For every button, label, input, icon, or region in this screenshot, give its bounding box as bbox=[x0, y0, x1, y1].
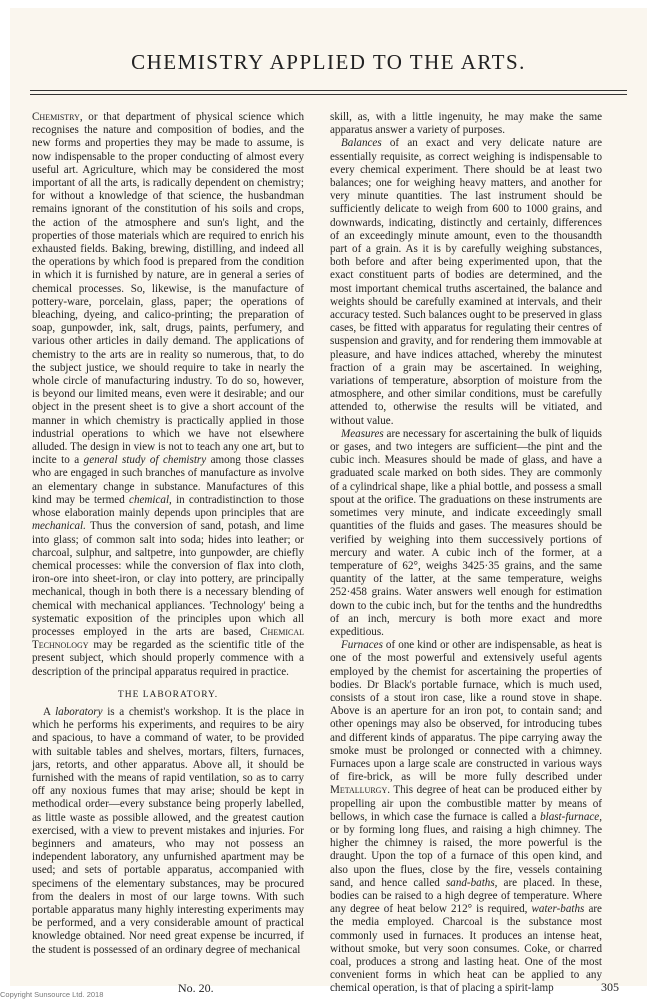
emphasis: mechanical. bbox=[32, 520, 86, 533]
emphasis: chemical, bbox=[129, 493, 172, 506]
intro-word: Chemistry, bbox=[32, 111, 83, 123]
emphasis: Balances bbox=[341, 137, 382, 150]
text-run: are placed. In these, bodies can be raised to a high degree of temperature. Where any degree of heat below 212° is required, bbox=[330, 876, 602, 916]
paragraph-balances bbox=[330, 137, 602, 427]
paragraph-laboratory bbox=[32, 706, 304, 957]
text-run: or that department of physical science which recognises the nature and composition of bodies, and the new forms and properties they may be made to assume, is now indispensable to the proper conducting of almost every useful art. Agriculture, which may be considered the most important of all the arts, is radically dependent on chemistry; for without a knowledge of that science, the husbandman remains ignorant of the constitution of his soils and crops, the action of the atmosphere and sun's light, and the properties of those materials which are required to enrich his exhausted fields. Baking, brewing, distilling, and indeed all the operations by which food is prepared from the condition in which it is furnished by nature, are in general a series of chemical processes. So, likewise, is the manufacture of pottery-ware, porcelain, glass, paper; the operations of bleaching, dyeing, and calico-printing; the preparation of soap, gunpowder, ink, salt, drugs, paints, perfumery, and various other articles in daily demand. The applications of chemistry to the arts are in reality so numerous, that, to do the subject justice, we should require to take in nearly the whole circle of manufacturing industry. To do so, however, is beyond our limited means, even were it desirable; and our object in the present sheet is to give a short account of the manner in which chemistry is practically applied in those industrial operations to which we have not elsewhere alluded. The design in view is not to teach any one art, but to incite to a bbox=[32, 111, 304, 467]
emphasis: sand-baths, bbox=[445, 876, 498, 889]
text-run: among those classes who are engaged in such branches of manufacture as involve an elementary change in substance. Manufactures of this kind may be termed bbox=[32, 454, 304, 506]
small-caps: Metallurgy. bbox=[330, 784, 390, 797]
small-caps: Chemical Technology bbox=[32, 625, 304, 652]
emphasis: blast-furnace, bbox=[540, 810, 602, 823]
text-run: A bbox=[43, 705, 56, 718]
text-run: of one kind or other are indispensable, as heat is one of the most powerful and extensively useful agents employed by the chemist for ascertaining the properties of bodies. Dr Black's portable furnace, which is much used, consists of a stout iron case, like a round stove in shape. Above is an aperture for an iron pot, to contain sand; and other openings may also be observed, for introducing tubes and different kinds of apparatus. The pipe carrying away the smoke must be prolonged or connected with a chimney. Furnaces upon a large scale are constructed in various ways of fire-brick, as will be more fully described under bbox=[330, 639, 602, 784]
emphasis: Measures bbox=[341, 427, 384, 440]
sheet-number: No. 20. bbox=[178, 981, 214, 995]
emphasis: Furnaces bbox=[341, 639, 383, 652]
emphasis: water-baths bbox=[531, 903, 585, 916]
title-rule bbox=[30, 90, 627, 95]
text-run: Thus the conversion of sand, potash, and lime into glass; of common salt into soda; hides into leather; or charcoal, sulphur, and saltpetre, into gunpowder, are chiefly chemical processes: while the conversion of flax into cloth, iron-ore into sheet-iron, or clay into pottery, are principally mechanical, though in both there is a necessary blending of chemical with mechanical appliances. 'Technology' being a systematic exposition of the principles upon which all processes employed in the arts are based, bbox=[32, 520, 304, 638]
text-run: are necessary for ascertaining the bulk of liquids or gases, and two integers are sufficient—the pint and the cubic inch. Measures should be made of glass, and have a graduated scale marked on both sides. They are commonly of a cylindrical shape, like a phial bottle, and possess a small spout at the orifice. The graduations on these instruments are sometimes very minute, and indicate exceedingly small quantities of the fluids and gases. The measures should be verified by weighing into them successively portions of mercury and water. A cubic inch of the former, at a temperature of 62°, weighs 3425·35 grains, and the same quantity of the latter, at the same temperature, weighs 252·458 grains. Water answers well enough for estimation down to the cubic inch, but for the tenths and the hundredths of an inch, mercury is both more exact and more expeditious. bbox=[330, 427, 602, 638]
text-run: is a chemist's workshop. It is the place in which he performs his experiments, and requires to be airy and spacious, to have a command of water, to be provided with suitable tables and shelves, mortars, filters, furnaces, jars, retorts, and other apparatus. Above all, it should be furnished with the means of rapid ventilation, so as to carry off any noxious fumes that may arise; should be kept in methodical order—every substance being properly labelled, as little waste as possible allowed, and the greatest caution exercised, with a view to prevent mistakes and injuries. For beginners and amateurs, who may not possess an independent laboratory, any unfurnished apartment may be used; and sets of portable apparatus, accompanied with specimens of the elementary substances, may be procured from the dealers in most of our large towns. With such portable apparatus many highly interesting experiments may be performed, and a very considerable amount of practical knowledge obtained. Nor need great expense be incurred, if the student is possessed of an ordinary degree of mechanical bbox=[32, 705, 304, 956]
text-run: may be regarded as the scientific title of the present subject, which should properly commence with a description of the principal apparatus required in practice. bbox=[32, 639, 304, 678]
paragraph-measures bbox=[330, 428, 602, 639]
emphasis: laboratory bbox=[55, 705, 103, 718]
section-heading: THE LABORATORY. bbox=[117, 689, 219, 700]
text-run: or by forming long flues, and raising a high chimney. The higher the chimney is raised, the more powerful is the draught. Upon the top of a furnace of this open kind, and also upon the flues, close by the fire, vessels containing sand, and hence called bbox=[330, 823, 602, 889]
text-run: are the media employed. Charcoal is the substance most commonly used in furnaces. It produces an intense heat, without smoke, but very soon consumes. Coke, or charred coal, produces a strong and lasting heat. One of the most convenient forms in which heat can be applied to any chemical operation, is that of placing a spirit-lamp bbox=[330, 903, 602, 995]
paragraph-continued: skill, as, with a little ingenuity, he may make the same apparatus answer a variety of purposes. bbox=[330, 111, 602, 137]
paragraph-furnaces bbox=[330, 639, 602, 995]
page-number: 305 bbox=[601, 980, 619, 994]
text-run: of an exact and very delicate nature are essentially requisite, as correct weighing is indispensable to every chemical experiment. There should be at least two balances; one for weighing heavy matters, and another for very minute quantities. The last instrument should be sufficiently delicate to weigh from 600 to 1000 grains, and downwards, indicating, distinctly and certainly, differences of an exceedingly minute amount, even to the thousandth part of a grain. As it is by carefully weighing substances, both before and after being experimented upon, that the exact constituent parts of bodies are determined, and the most important chemical truths ascertained, the balance and weights should be carefully examined at intervals, and their accuracy tested. Such balances ought to be preserved in glass cases, be fitted with apparatus for regulating their centres of suspension and gravity, and for rendering them immovable at pleasure, and have indices attached, whereby the minutest fraction of a grain may be ascertained. In weighing, variations of temperature, absorption of moisture from the atmosphere, and other similar conditions, must be carefully attended to, otherwise the results will be vitiated, and without value. bbox=[330, 137, 602, 427]
text-run: in contradistinction to those whose elaboration mainly depends upon principles that are bbox=[32, 493, 304, 520]
paragraph-intro bbox=[32, 111, 304, 679]
page-title: CHEMISTRY APPLIED TO THE ARTS. bbox=[131, 50, 526, 74]
text-run: This degree of heat can be produced either by propelling air upon the combustible matter by means of bellows, in which case the furnace is called a bbox=[330, 784, 602, 823]
right-column bbox=[330, 111, 602, 995]
emphasis: general study of chemistry bbox=[83, 454, 207, 467]
left-column bbox=[32, 111, 304, 979]
copyright-watermark: Copyright Sunsource Ltd. 2018 bbox=[0, 990, 104, 999]
